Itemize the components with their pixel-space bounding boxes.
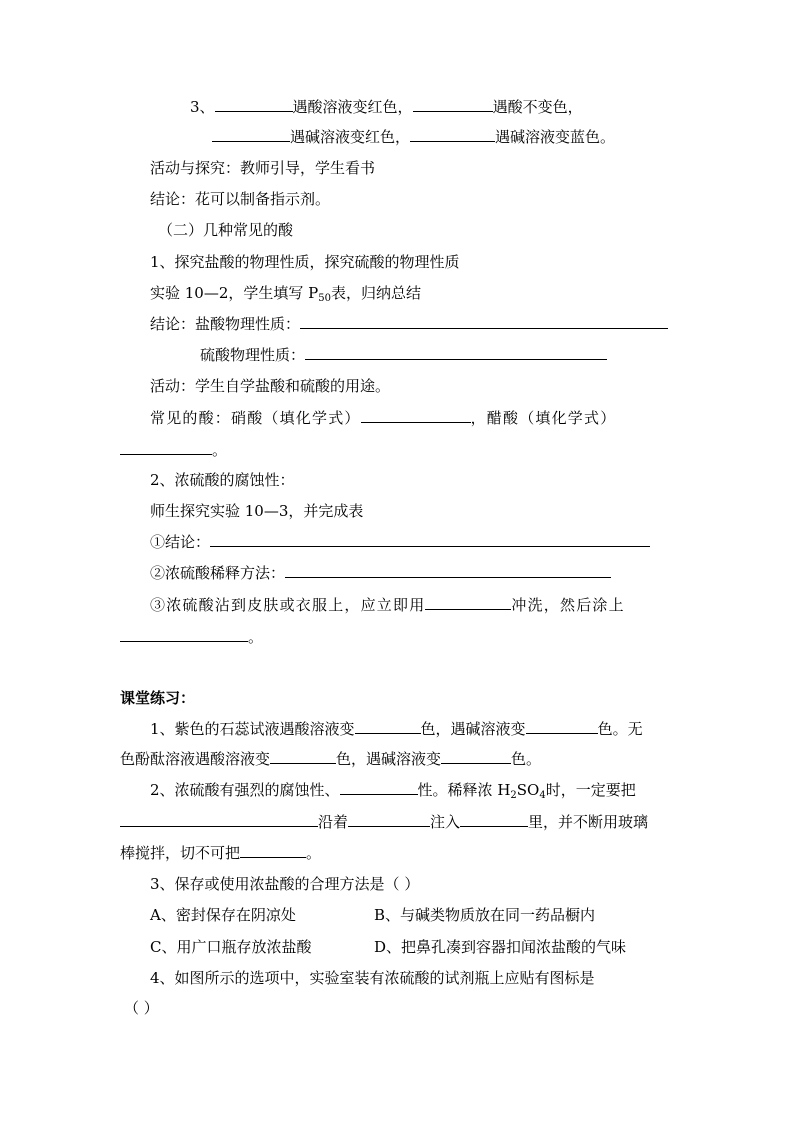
subsection-heading: 1、探究盐酸的物理性质，探究硫酸的物理性质 <box>150 253 460 271</box>
answer-blank[interactable] <box>526 719 598 734</box>
dilution-method-line <box>150 563 611 583</box>
common-acids-continued <box>120 440 227 460</box>
exercise-2-line-3 <box>120 843 321 863</box>
text: 。 <box>248 628 264 646</box>
line-indicator-acid <box>190 97 583 117</box>
text: 结论：盐酸物理性质： <box>150 315 301 333</box>
subscript: 2 <box>510 790 517 801</box>
exercise-2-line-1 <box>150 780 636 800</box>
conclusion-line: 结论：花可以制备指示剂。 <box>150 190 331 208</box>
option-c[interactable]: C、用广口瓶存放浓盐酸 <box>150 938 312 956</box>
activity-line: 活动与探究：教师引导，学生看书 <box>150 159 376 177</box>
subsection-heading: 2、浓硫酸的腐蚀性： <box>150 471 295 489</box>
answer-blank[interactable] <box>305 345 607 360</box>
exercise-4-question: 4、如图所示的选项中，实验室装有浓硫酸的试剂瓶上应贴有图标是 <box>150 969 595 987</box>
text: 色。无 <box>597 720 643 738</box>
first-aid-continued <box>120 627 263 647</box>
text: 色，遇碱溶液变 <box>420 720 526 738</box>
text: 遇碱溶液变蓝色。 <box>495 128 616 146</box>
exercise-2-line-2 <box>120 812 648 832</box>
text: 色酚酞溶液遇酸溶液变 <box>120 750 271 768</box>
text: 沿着 <box>318 813 349 831</box>
option-d[interactable]: D、把鼻孔凑到容器扣闻浓盐酸的气味 <box>374 938 627 956</box>
answer-blank[interactable] <box>300 314 668 329</box>
experiment-line <box>150 283 421 303</box>
answer-blank[interactable] <box>270 749 336 764</box>
text: ，醋酸（填化学式） <box>470 409 617 427</box>
option-b[interactable]: B、与碱类物质放在同一药品橱内 <box>374 906 596 924</box>
experiment-line: 师生探究实验 10—3，并完成表 <box>150 502 364 520</box>
answer-blank[interactable] <box>120 812 318 827</box>
text: SO <box>516 781 540 799</box>
text: 。 <box>306 844 322 862</box>
text: 色。 <box>511 750 542 768</box>
conclusion-blank-line <box>150 532 650 552</box>
answer-blank[interactable] <box>215 97 293 112</box>
text: 1、紫色的石蕊试液遇酸溶液变 <box>150 720 355 738</box>
text: 。 <box>212 441 228 459</box>
text: 遇酸溶液变红色， <box>292 98 413 116</box>
answer-blank[interactable] <box>355 719 421 734</box>
line-indicator-base <box>212 127 615 147</box>
answer-blank[interactable] <box>348 812 430 827</box>
text: 2、浓硫酸有强烈的腐蚀性、 <box>150 781 340 799</box>
answer-blank[interactable] <box>460 812 528 827</box>
text: 性。稀释浓 H <box>417 781 511 799</box>
text: 遇酸不变色， <box>492 98 583 116</box>
answer-blank[interactable] <box>212 127 290 142</box>
text: 时，一定要把 <box>545 781 636 799</box>
subscript: 4 <box>539 790 546 801</box>
text: ③浓硫酸沾到皮肤或衣服上，应立即用 <box>150 596 426 614</box>
text: 棒搅拌，切不可把 <box>120 844 241 862</box>
text: 冲洗，然后涂上 <box>511 596 625 614</box>
common-acids-line <box>150 408 616 428</box>
exercise-4-answer-brackets: （ ） <box>124 999 159 1017</box>
section-heading: （二）几种常见的酸 <box>158 221 294 239</box>
answer-blank[interactable] <box>120 627 248 642</box>
answer-blank[interactable] <box>240 843 306 858</box>
option-a[interactable]: A、密封保存在阴凉处 <box>150 906 296 924</box>
answer-blank[interactable] <box>210 532 650 547</box>
item-number: 3、 <box>190 98 215 116</box>
text: 色，遇碱溶液变 <box>336 750 442 768</box>
conclusion-h2so4-line <box>200 345 607 365</box>
text: ②浓硫酸稀释方法： <box>150 564 286 582</box>
exercise-3-question: 3、保存或使用浓盐酸的合理方法是（ ） <box>150 875 420 893</box>
subscript: 50 <box>318 293 331 304</box>
activity-line: 活动：学生自学盐酸和硫酸的用途。 <box>150 377 391 395</box>
text: 遇碱溶液变红色， <box>290 128 411 146</box>
answer-blank[interactable] <box>413 97 493 112</box>
answer-blank[interactable] <box>285 563 611 578</box>
conclusion-hcl-line <box>150 314 668 334</box>
answer-blank[interactable] <box>340 780 418 795</box>
text: 注入 <box>430 813 461 831</box>
exercise-1-line-2 <box>120 749 541 769</box>
text: ①结论： <box>150 533 211 551</box>
text: 表，归纳总结 <box>331 284 422 302</box>
exercise-1-line-1 <box>150 719 643 739</box>
answer-blank[interactable] <box>120 440 212 455</box>
text: 里，并不断用玻璃 <box>528 813 649 831</box>
text: 硫酸物理性质： <box>200 346 306 364</box>
answer-blank[interactable] <box>410 127 495 142</box>
text: 常见的酸：硝酸（填化学式） <box>150 409 361 427</box>
first-aid-line <box>150 595 625 615</box>
exercise-heading: 课堂练习： <box>120 689 196 707</box>
text: 实验 10—2，学生填写 P <box>150 284 319 302</box>
answer-blank[interactable] <box>361 408 471 423</box>
answer-blank[interactable] <box>425 595 511 610</box>
answer-blank[interactable] <box>441 749 511 764</box>
